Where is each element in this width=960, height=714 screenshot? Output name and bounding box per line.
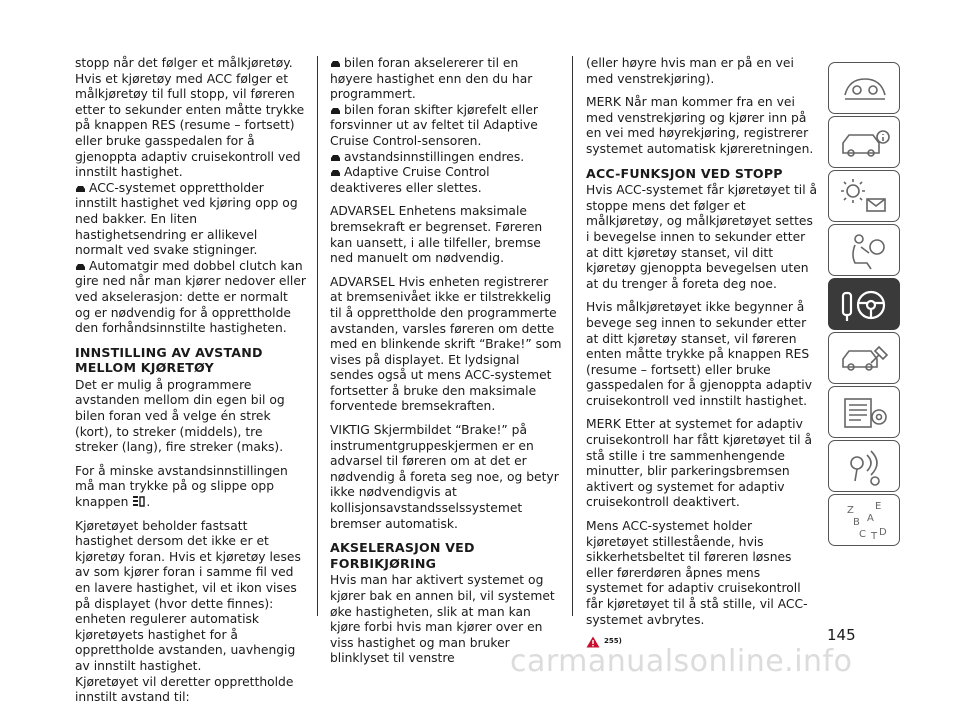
svg-text:D: D bbox=[879, 527, 887, 538]
car-dashboard-icon bbox=[829, 63, 901, 115]
paragraph: MERK Når man kommer fra en vei med venstrekjøring og kjører inn på en vei med høyrekjøring, registrerer systemet automatisk kjøreretningen. bbox=[586, 95, 814, 156]
paragraph: Hvis man har aktivert systemet og kjører bak en annen bil, vil systemet øke hastigheten, slik at man kan kjøre forbi hvis man kjører over en viss hastighet og man bruker blinklyset til venstre bbox=[330, 573, 555, 666]
bullet-item: bilen foran skifter kjørefelt eller forsvinner ut av feltet til Adaptive Cruise Control-sensoren. bbox=[330, 102, 538, 148]
bullet-item bbox=[75, 259, 307, 337]
paragraph: ADVARSEL Enhetens maksimale bremsekraft er begrenset. Føreren kan uansett, i alle tilfeller, bremse ned manuelt om nødvendig. bbox=[330, 204, 543, 266]
section-heading: ACC-FUNKSJON VED STOPP bbox=[586, 165, 783, 181]
svg-text:Z: Z bbox=[847, 505, 854, 516]
svg-text:E: E bbox=[875, 501, 882, 512]
tab-index[interactable] bbox=[828, 494, 900, 546]
paragraph: ADVARSEL Hvis enheten registrerer at bremseniv​ået ikke er tilstrekkelig til å opprettholde den programmerte avstanden, varsles føreren om dette med en blinkende skrift “Brake!” som vises på displayet. Et lydsignal sendes også ut mens ACC-systemet fortsetter å bruke den maksimale forventede bremsekraften. bbox=[330, 274, 562, 414]
text-column-2 bbox=[330, 56, 562, 675]
page-number: 145 bbox=[827, 626, 856, 644]
tab-multimedia[interactable] bbox=[828, 440, 900, 492]
car-bullet-icon bbox=[330, 60, 341, 68]
paragraph: VIKTIG Skjermbildet “Brake!” på instrumentgruppeskjermen er en advarsel til føreren om at det er nødvendig å foreta seg noe, og betyr ikke nødvendigvis at kollisjonsavstandsselssystemet bremser automatisk. bbox=[330, 423, 559, 531]
multimedia-icon bbox=[829, 441, 901, 493]
bullet-item: bilen foran akselererer til en høyere hastighet enn den du har programmert. bbox=[330, 56, 533, 102]
car-bullet-icon bbox=[75, 263, 86, 271]
paragraph: Kjøretøyet beholder fastsatt hastighet dersom det ikke er et kjøretøy foran. Hvis et kjøretøy leses av som kjører foran i samme fil ved en lavere hastighet, vil et ikon vises på displayet (hvor dette finnes): enheten regulerer automatisk kjøretøyets hastighet for å opprettholde avstanden, uavhengig av innstilt hastighet. bbox=[75, 518, 301, 673]
svg-text:B: B bbox=[853, 517, 860, 528]
tab-dashboard[interactable] bbox=[828, 62, 900, 114]
section-heading: AKSELERASJON VED FORBIKJØRING bbox=[330, 540, 475, 571]
distance-button-icon bbox=[132, 495, 146, 507]
tab-safety[interactable] bbox=[828, 224, 900, 276]
bullet-item: Adaptive Cruise Control deaktiveres eller slettes. bbox=[330, 165, 490, 195]
lights-warning-icon bbox=[829, 171, 901, 223]
paragraph: Hvis målkjøretøyet ikke begynner å bevege seg innen to sekunder etter at ditt kjøretøy stanset, vil føreren enten måtte trykke på knappen RES (resume – fortsett) eller bruke gasspedalen for å gjenoppta adaptiv cruisekontroll ved innstilt hastighet. bbox=[586, 300, 812, 408]
tab-emergency[interactable] bbox=[828, 332, 900, 384]
paragraph: (eller høyre hvis man er på en vei med venstrekjøring). bbox=[586, 56, 794, 86]
key-steering-wheel-icon bbox=[829, 279, 901, 331]
svg-text:C: C bbox=[859, 529, 866, 540]
paragraph: MERK Etter at systemet for adaptiv cruisekontroll har fått kjøretøyet til å stå stille i tre sammenhengende minutter, blir parkeringsbremsen aktivert og systemet for adaptiv cruisekontroll deaktivert. bbox=[586, 417, 813, 510]
footnote-ref: 255) bbox=[604, 637, 622, 646]
text-column-1 bbox=[75, 56, 307, 714]
tab-starting-driving[interactable] bbox=[828, 278, 900, 330]
paragraph: Hvis ACC-systemet får kjøretøyet til å stoppe mens det følger et målkjøretøy, og målkjøretøyet settes i bevegelse innen to sekunder etter at ditt kjøretøy stanset, vil ditt kjøretøy gjenoppta bevegelsen uten at du trenger å foreta deg noe. bbox=[586, 183, 818, 291]
paragraph: stopp når det følger et målkjøretøy. Hvis et kjøretøy med ACC følger et målkjøretøy til full stopp, vil føreren etter to sekunder enten måtte trykke på knappen RES (resume – fortsett) eller bruke gasspedalen for å gjenoppta adaptiv cruisekontroll ved innstilt hastighet. bbox=[75, 56, 305, 180]
tab-maintenance[interactable] bbox=[828, 386, 900, 438]
column-divider bbox=[317, 56, 318, 616]
bullet-text: ACC-systemet opprettholder innstilt hastighet ved kjøring opp og ned bakker. En liten hastighetsendring er allikevel normalt ved svake stigninger. bbox=[75, 180, 298, 258]
bullet-item: avstandsinnstillingen endres. bbox=[330, 150, 562, 166]
bullet-item bbox=[75, 181, 307, 259]
paragraph: Kjøretøyet vil deretter opprettholde innstilt avstand til: bbox=[75, 674, 294, 705]
car-bullet-icon bbox=[330, 154, 341, 162]
paragraph: For å minske avstandsinnstillingen må man trykke på og slippe opp knappen . bbox=[75, 463, 288, 510]
paragraph: Det er mulig å programmere avstanden mellom din egen bil og bilen foran ved å velge én strek (kort), to streker (middels), tre streker (lang), fire streker (maks). bbox=[75, 377, 285, 455]
watermark: carmanualsonline.info bbox=[510, 644, 853, 679]
column-divider bbox=[572, 56, 573, 616]
bullet-text: Automatgir med dobbel clutch kan gire ned når man kjører nedover eller ved akselerasjon: dette er normalt og er nødvendig for å opprettholde den forhåndsinnstilte hastigheten. bbox=[75, 258, 306, 336]
section-heading: INNSTILLING AV AVSTAND MELLOM KJØRETØY bbox=[75, 344, 263, 376]
svg-text:T: T bbox=[871, 531, 878, 542]
svg-text:A: A bbox=[867, 513, 874, 524]
text-column-3 bbox=[586, 56, 818, 653]
airbag-seat-icon bbox=[829, 225, 901, 277]
car-bullet-icon bbox=[330, 169, 341, 177]
tab-car-info[interactable] bbox=[828, 116, 900, 168]
maintenance-list-icon bbox=[829, 387, 901, 439]
car-bullet-icon bbox=[330, 107, 341, 115]
car-wrench-icon bbox=[829, 333, 901, 385]
paragraph: Mens ACC-systemet holder kjøretøyet stillestående, hvis sikkerhetsbeltet til føreren løsnes eller førerdøren åpnes mens systemet for adaptiv cruisekontroll får kjøretøyet til å stå stille, vil ACC-systemet avbrytes. bbox=[586, 519, 808, 627]
index-letters-icon bbox=[829, 495, 901, 547]
car-info-icon bbox=[829, 117, 901, 169]
car-bullet-icon bbox=[75, 185, 86, 193]
tab-lights-warnings[interactable] bbox=[828, 170, 900, 222]
